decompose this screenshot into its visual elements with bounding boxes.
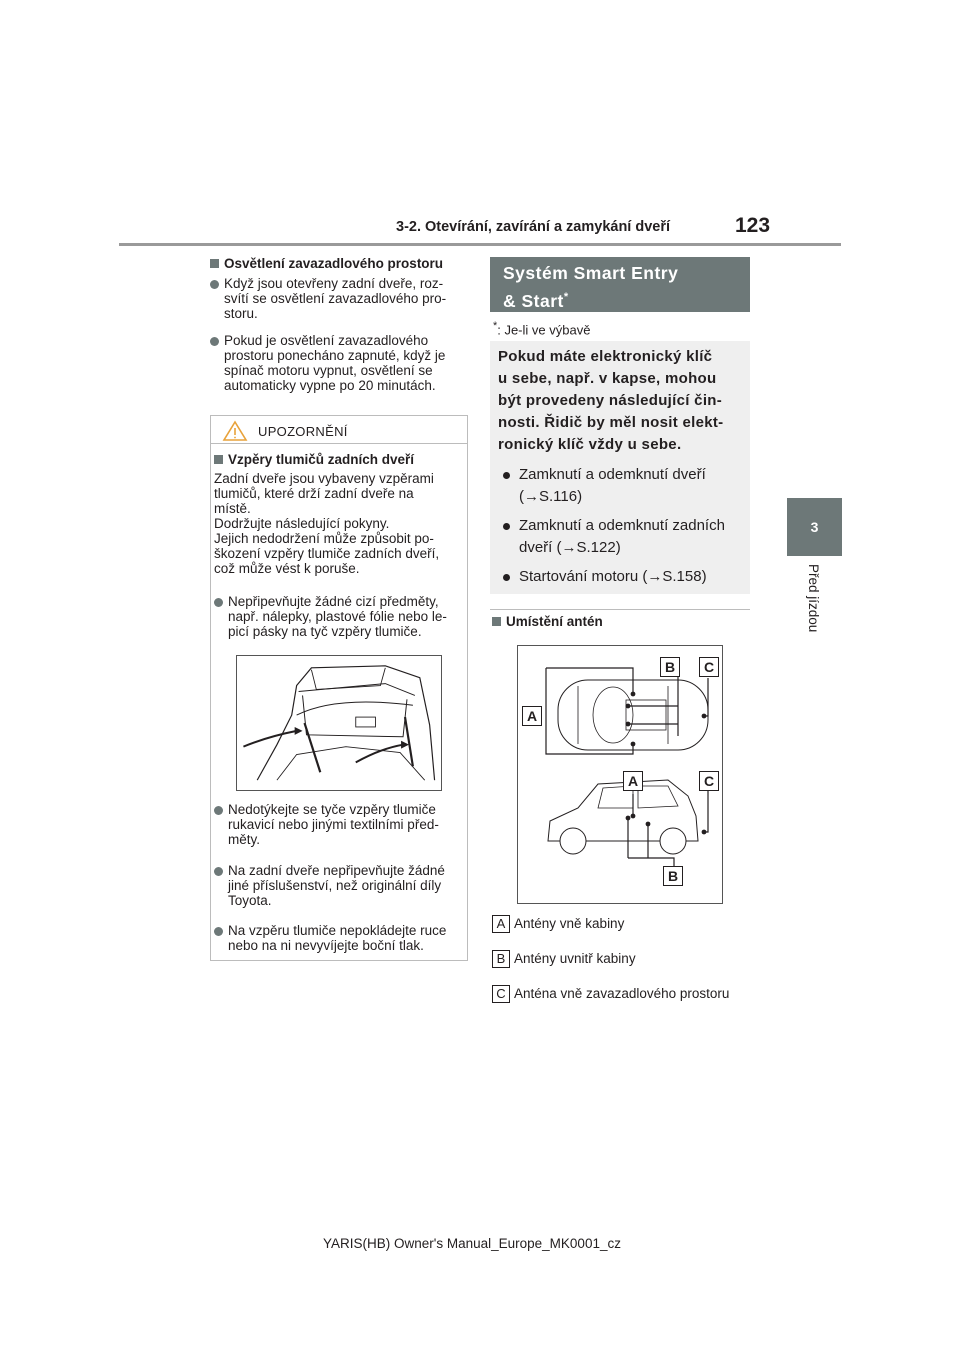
label-b-side: B (663, 866, 683, 886)
chapter-number: 3 (810, 519, 819, 535)
legend-key-a: A (492, 915, 510, 933)
legend-text-b: Antény uvnitř kabiny (514, 951, 636, 966)
manual-footer: YARIS(HB) Owner's Manual_Europe_MK0001_cz (323, 1236, 621, 1251)
bullet-dot-icon (503, 574, 510, 581)
label-b-top: B (660, 657, 680, 677)
warning-triangle-icon (222, 420, 248, 442)
bullet-dot-icon (503, 523, 510, 530)
square-bullet-icon (210, 259, 219, 268)
header-divider (119, 243, 841, 246)
square-bullet-icon (214, 455, 223, 464)
antenna-location-figure (517, 645, 723, 904)
lighting-bullet-2: Pokud je osvětlení zavazadlového prostoru ponecháno zapnuté, když je spínač motoru vypnut, osvětlení se automaticky vypne po 20 minutách. (224, 333, 446, 393)
label-a-top: A (522, 706, 542, 726)
label-a-side: A (623, 771, 643, 791)
bullet-dot-icon (210, 337, 219, 346)
lighting-heading: Osvětlení zavazadlového prostoru (210, 256, 443, 271)
label-c-side: C (699, 771, 719, 791)
warning-body: Zadní dveře jsou vybaveny vzpěrami tlumičů, které drží zadní dveře na místě. Dodržujte následující pokyny. Jejich nedodržení může způsobit po- škození vzpěry tlumiče zadních dveří, což může vést k poruše. (214, 471, 440, 576)
legend-text-a: Antény vně kabiny (514, 916, 625, 931)
tailgate-strut-illustration (236, 655, 442, 791)
bullet-dot-icon (214, 927, 223, 936)
feature-item-3: Startování motoru (→S.158) (519, 568, 707, 585)
feature-item-1: Zamknutí a odemknutí dveří (→S.116) (519, 466, 706, 505)
availability-footnote: *: Je-li ve výbavě (493, 320, 591, 338)
bullet-dot-icon (214, 806, 223, 815)
bullet-dot-icon (214, 598, 223, 607)
bullet-dot-icon (210, 280, 219, 289)
legend-key-c: C (492, 985, 510, 1003)
warning-subheading: Vzpěry tlumičů zadních dveří (214, 452, 414, 467)
square-bullet-icon (492, 617, 501, 626)
page-number: 123 (735, 214, 771, 237)
warning-bullet-3: Na zadní dveře nepřipevňujte žádné jiné příslušenství, než originální díly Toyota. (228, 863, 445, 908)
lighting-bullet-1: Když jsou otevřeny zadní dveře, roz- svítí se osvětlení zavazadlového pro- storu. (224, 276, 447, 321)
warning-bullet-4: Na vzpěru tlumiče nepokládejte ruce nebo na ni nevyvíjejte boční tlak. (228, 923, 447, 953)
warning-title: UPOZORNĚNÍ (258, 424, 348, 439)
bullet-dot-icon (503, 472, 510, 479)
warning-bullet-1: Nepřipevňujte žádné cizí předměty, např. nálepky, plastové fólie nebo le- picí pásky na tyč vzpěry tlumiče. (228, 594, 447, 639)
chapter-label: Před jízdou (806, 564, 821, 633)
legend-key-b: B (492, 950, 510, 968)
feature-item-2: Zamknutí a odemknutí zadních dveří (→S.122) (519, 517, 725, 556)
antenna-heading: Umístění antén (492, 614, 603, 629)
bullet-dot-icon (214, 867, 223, 876)
smart-entry-intro: Pokud máte elektronický klíč u sebe, např. v kapse, mohou být provedeny následující čin- nosti. Řidič by měl nosit elekt- ronický klíč vždy u sebe. (498, 348, 724, 453)
warning-bullet-2: Nedotýkejte se tyče vzpěry tlumiče rukavicí nebo jinými textilními před- měty. (228, 802, 439, 847)
section-title: 3-2. Otevírání, zavírání a zamykání dveří (396, 219, 671, 235)
section-divider (490, 609, 750, 610)
smart-entry-title: Systém Smart Entry & Start* (503, 263, 679, 311)
legend-text-c: Anténa vně zavazadlového prostoru (514, 986, 730, 1001)
warning-divider (210, 443, 468, 444)
car-antenna-drawing (518, 646, 722, 903)
label-c-top: C (699, 657, 719, 677)
